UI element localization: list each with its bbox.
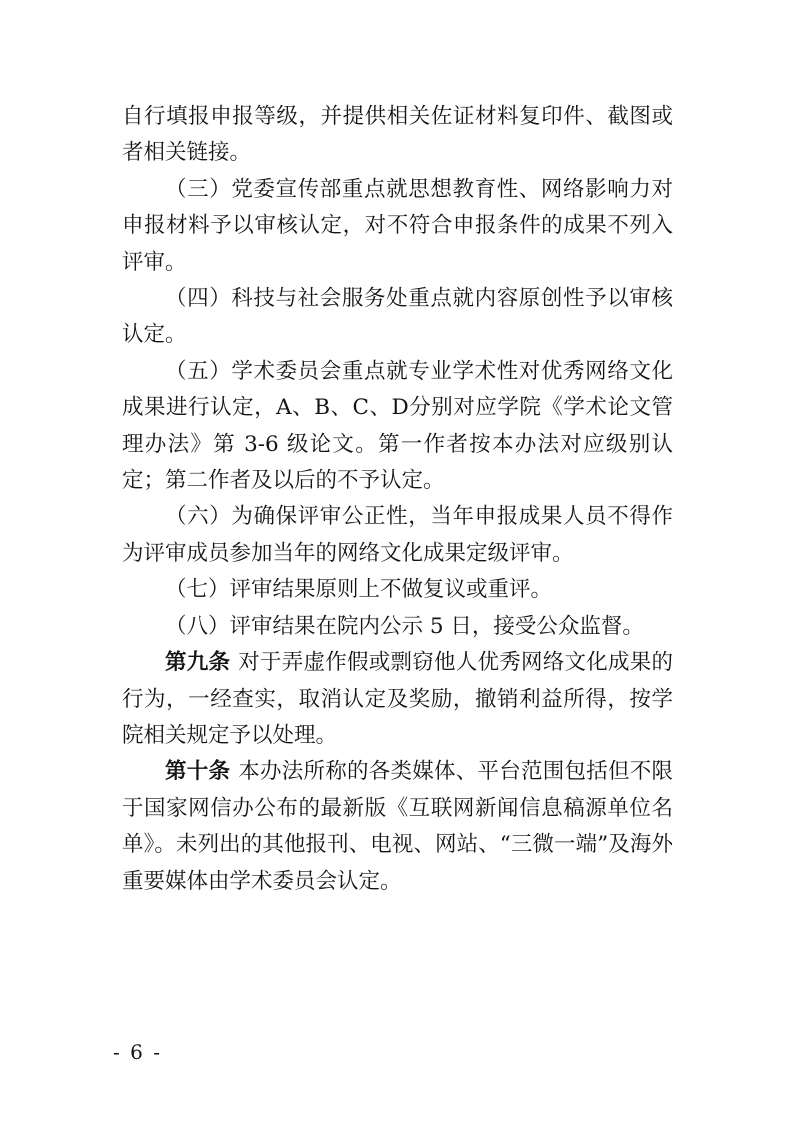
article-9-title: 第九条 — [165, 650, 231, 676]
article-9-text: 对于弄虚作假或剽窃他人优秀网络文化成果的行为，一经查实，取消认定及奖励，撤销利益所得，按学院相关规定予以处理。 — [122, 650, 673, 748]
paragraph-item-4: （四）科技与社会服务处重点就内容原创性予以审核认定。 — [122, 286, 673, 348]
article-10 — [122, 754, 673, 900]
article-10-text: 本办法所称的各类媒体、平台范围包括但不限于国家网信办公布的最新版《互联网新闻信息稿源单位名单》。未列出的其他报刊、电视、网站、“三微一端”及海外重要媒体由学术委员会认定。 — [122, 759, 673, 894]
paragraph-item-5: （五）学术委员会重点就专业学术性对优秀网络文化成果进行认定，A、B、C、D分别对应学院《学术论文管理办法》第 3-6 级论文。第一作者按本办法对应级别认定；第二作者及以后的不予认定。 — [122, 358, 673, 494]
paragraph-continuation: 自行填报申报等级，并提供相关佐证材料复印件、截图或者相关链接。 — [122, 104, 673, 166]
article-10-title: 第十条 — [165, 759, 231, 785]
page-number: - 6 - — [113, 1040, 162, 1064]
document-body — [122, 99, 673, 900]
paragraph-item-3: （三）党委宣传部重点就思想教育性、网络影响力对申报材料予以审核认定，对不符合申报条件的成果不列入评审。 — [122, 176, 673, 275]
article-9 — [122, 645, 673, 754]
paragraph-item-7: （七）评审结果原则上不做复议或重评。 — [165, 577, 553, 603]
paragraph-item-8: （八）评审结果在院内公示 5 日，接受公众监督。 — [165, 613, 644, 639]
paragraph-item-6: （六）为确保评审公正性，当年申报成果人员不得作为评审成员参加当年的网络文化成果定级评审。 — [122, 504, 673, 566]
